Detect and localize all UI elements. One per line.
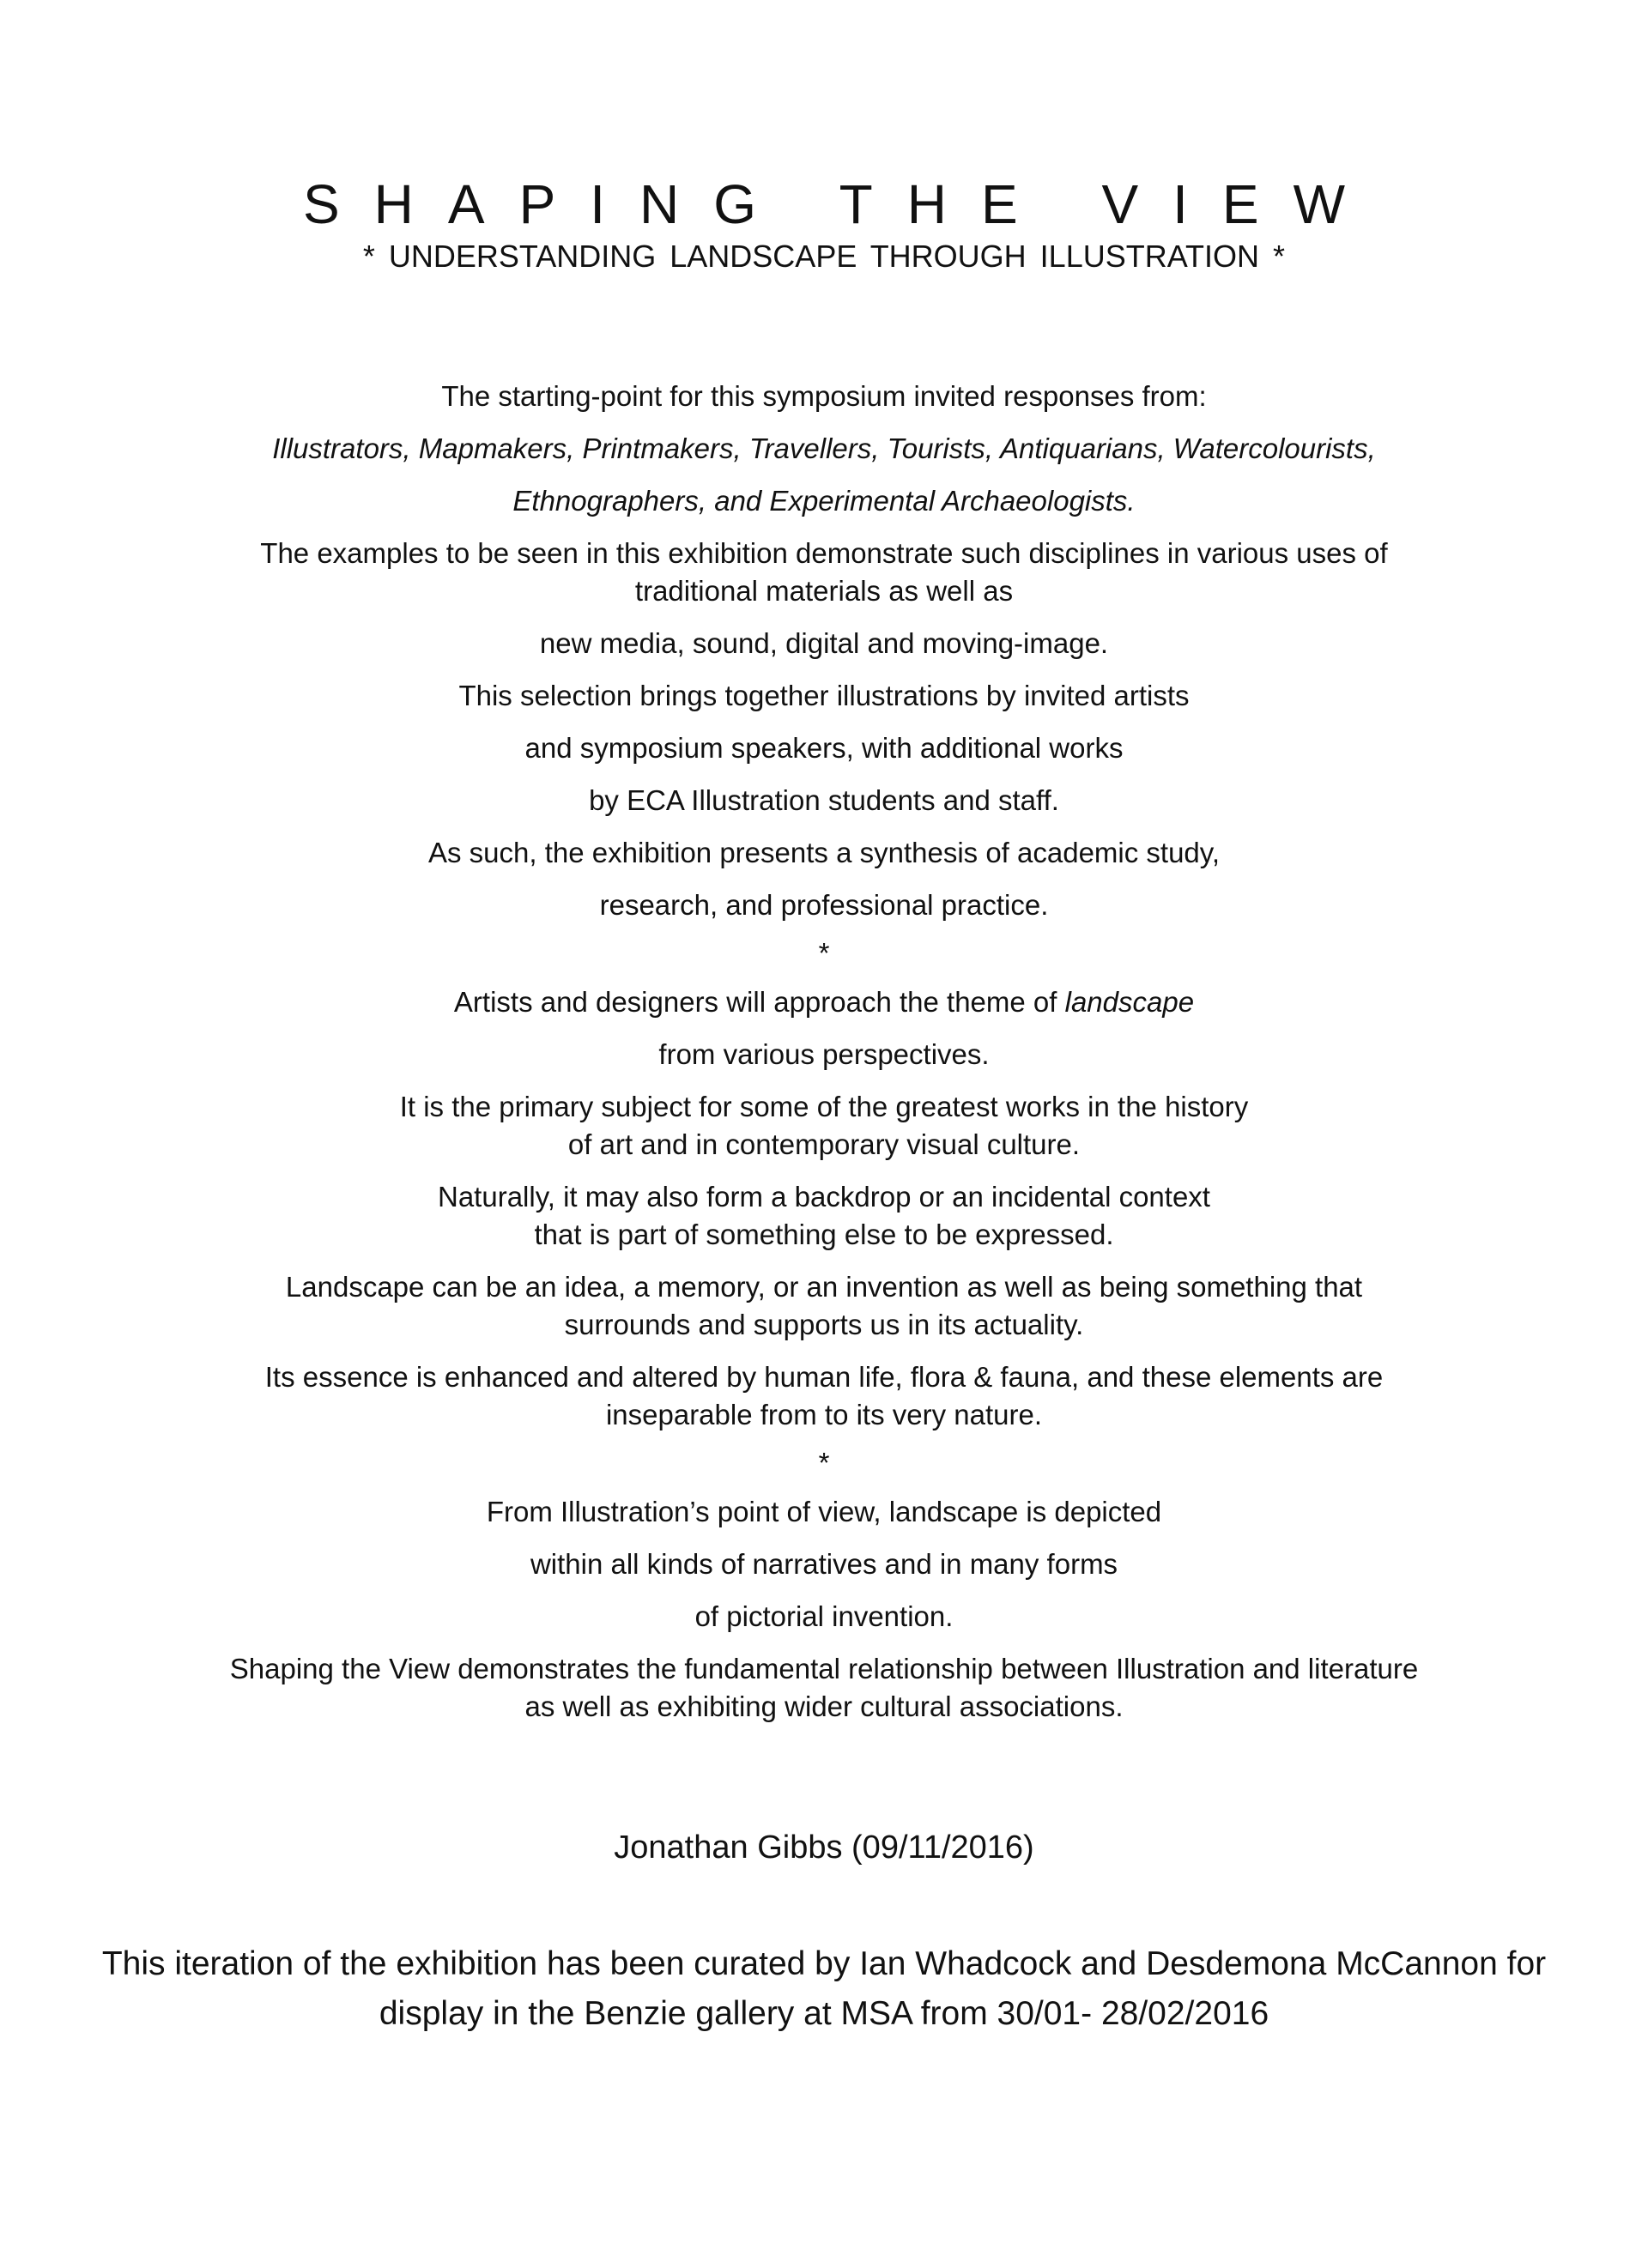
section2-line-2: from various perspectives. — [658, 1038, 990, 1070]
page-title: SHAPING THE VIEW — [302, 173, 1380, 235]
section2-line-3b: of art and in contemporary visual culture. — [567, 1128, 1081, 1160]
statement-body — [137, 378, 1511, 1726]
section-separator-2: * — [818, 1447, 830, 1479]
section-separator-1: * — [818, 937, 830, 969]
disciplines-line-1: Illustrators, Mapmakers, Printmakers, Travellers, Tourists, Antiquarians, Watercolourists, — [272, 432, 1376, 464]
author-signature: Jonathan Gibbs (09/11/2016) — [614, 1830, 1034, 1866]
intro-line-2a: The examples to be seen in this exhibition demonstrate such disciplines in various uses of — [260, 537, 1388, 569]
disciplines-line-2: Ethnographers, and Experimental Archaeologists. — [512, 485, 1136, 517]
intro-line-6: by ECA Illustration students and staff. — [589, 784, 1059, 816]
section2-line-1 — [137, 983, 1511, 1021]
intro-line-1: The starting-point for this symposium invited responses from: — [441, 380, 1207, 412]
section2-line-5b: surrounds and supports us in its actuality. — [564, 1309, 1084, 1340]
section2-line-6b: inseparable from to its very nature. — [605, 1399, 1043, 1430]
intro-line-8: research, and professional practice. — [599, 889, 1049, 921]
intro-line-3: new media, sound, digital and moving-image. — [539, 627, 1109, 659]
page-subtitle: * UNDERSTANDING LANDSCAPE THROUGH ILLUSTRATION * — [362, 239, 1286, 274]
intro-line-7: As such, the exhibition presents a synthesis of academic study, — [427, 837, 1221, 868]
section3-line-3: of pictorial invention. — [694, 1600, 954, 1632]
credits-line-2: display in the Benzie gallery at MSA from 30/01- 28/02/2016 — [379, 1995, 1269, 2032]
intro-line-4: This selection brings together illustrations by invited artists — [458, 680, 1190, 711]
section3-line-4b: as well as exhibiting wider cultural associations. — [524, 1690, 1124, 1722]
curation-credits — [34, 1939, 1614, 2039]
section2-line-4b: that is part of something else to be expressed. — [534, 1219, 1114, 1250]
section3-line-1: From Illustration’s point of view, landscape is depicted — [486, 1496, 1162, 1527]
intro-line-2b: traditional materials as well as — [634, 575, 1014, 607]
landscape-emphasis: landscape — [1064, 986, 1195, 1018]
section2-line-5a: Landscape can be an idea, a memory, or an invention as well as being something that — [285, 1271, 1363, 1303]
intro-line-5: and symposium speakers, with additional works — [524, 732, 1124, 764]
section2-line-6a: Its essence is enhanced and altered by human life, flora & fauna, and these elements are — [264, 1361, 1384, 1393]
section2-line-1-text: Artists and designers will approach the theme of — [453, 986, 1065, 1018]
credits-line-1: This iteration of the exhibition has been curated by Ian Whadcock and Desdemona McCannon for — [101, 1945, 1547, 1982]
section2-line-3a: It is the primary subject for some of the greatest works in the history — [399, 1091, 1249, 1122]
section3-line-4a: Shaping the View demonstrates the fundamental relationship between Illustration and literature — [229, 1653, 1419, 1684]
section3-line-2: within all kinds of narratives and in many forms — [530, 1548, 1118, 1580]
section2-line-4a: Naturally, it may also form a backdrop or an incidental context — [438, 1181, 1210, 1213]
